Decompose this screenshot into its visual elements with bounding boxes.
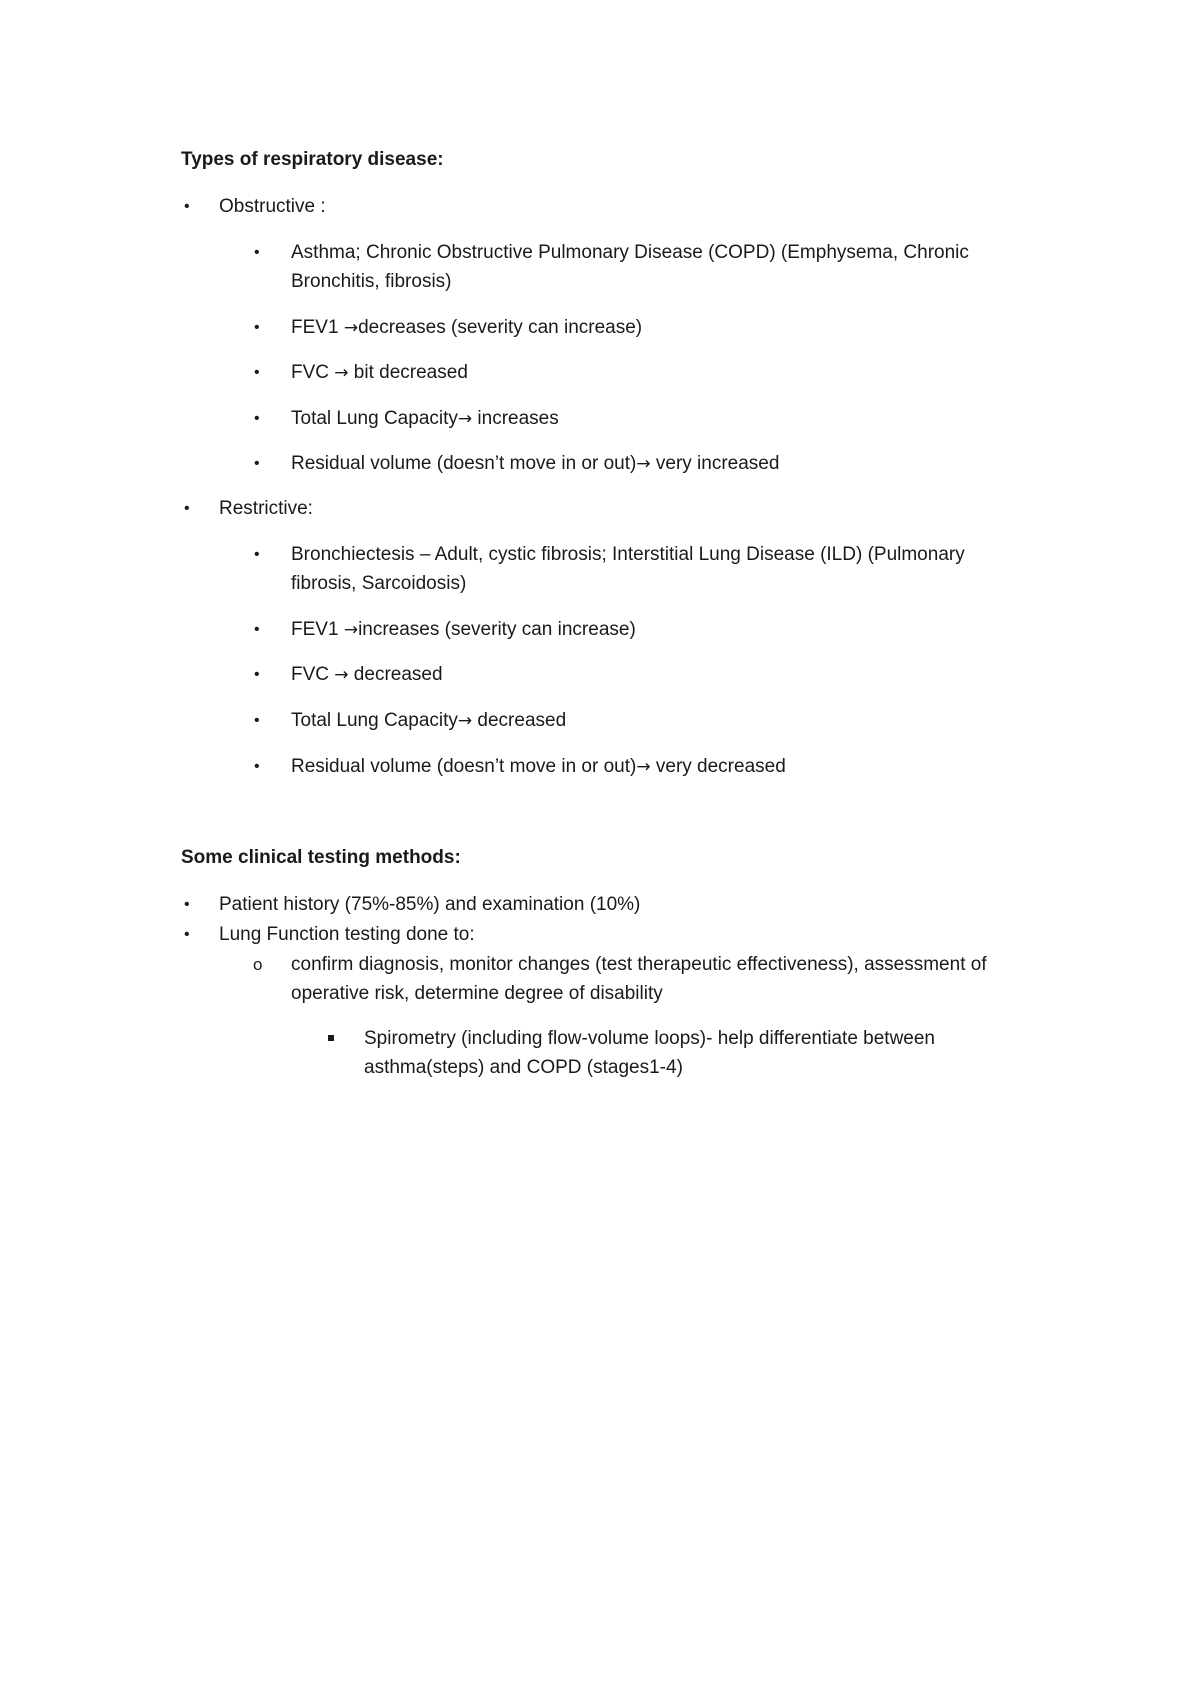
testing-item-history: Patient history (75%-85%) and examination (10%) xyxy=(219,894,641,915)
restrictive-item-1-line1: Bronchiectesis – Adult, cystic fibrosis; Interstitial Lung Disease (ILD) (Pulmonary xyxy=(291,544,965,565)
restrictive-item-1-line2: fibrosis, Sarcoidosis) xyxy=(291,573,467,594)
arrow-right-icon: → xyxy=(636,454,651,474)
arrow-right-icon: → xyxy=(343,620,359,640)
obstructive-item-1-line1: Asthma; Chronic Obstructive Pulmonary Disease (COPD) (Emphysema, Chronic xyxy=(291,242,969,263)
circle-bullet-icon: o xyxy=(253,955,263,974)
obstructive-item-rv: Residual volume (doesn’t move in or out)→ very increased xyxy=(291,453,780,474)
bullet-icon: • xyxy=(254,546,260,563)
arrow-right-icon: → xyxy=(457,711,473,731)
bullet-icon: • xyxy=(254,364,260,381)
restrictive-item-tlc: Total Lung Capacity→ decreased xyxy=(291,710,567,731)
obstructive-item-tlc: Total Lung Capacity→ increases xyxy=(291,408,559,429)
obstructive-label: Obstructive : xyxy=(219,196,326,217)
arrow-right-icon: → xyxy=(457,409,473,429)
obstructive-item-fev1: FEV1 →decreases (severity can increase) xyxy=(291,317,643,338)
restrictive-item-fev1: FEV1 →increases (severity can increase) xyxy=(291,619,636,640)
arrow-right-icon: → xyxy=(343,318,359,338)
bullet-icon: • xyxy=(254,455,260,472)
restrictive-item-rv: Residual volume (doesn’t move in or out)→ very decreased xyxy=(291,756,786,777)
section-heading-types: Types of respiratory disease: xyxy=(181,149,444,170)
spirometry-line2: asthma(steps) and COPD (stages1-4) xyxy=(364,1057,683,1078)
bullet-icon: • xyxy=(254,666,260,683)
square-bullet-icon xyxy=(328,1035,334,1041)
testing-item-lung-function: Lung Function testing done to: xyxy=(219,924,475,945)
obstructive-item-fvc: FVC → bit decreased xyxy=(291,362,468,383)
lung-function-purpose-line2: operative risk, determine degree of disability xyxy=(291,983,663,1004)
arrow-right-icon: → xyxy=(334,363,349,383)
bullet-icon: • xyxy=(254,244,260,261)
bullet-icon: • xyxy=(254,621,260,638)
restrictive-item-fvc: FVC → decreased xyxy=(291,664,443,685)
bullet-icon: • xyxy=(184,198,190,215)
bullet-icon: • xyxy=(184,896,190,913)
arrow-right-icon: → xyxy=(334,665,349,685)
obstructive-item-1-line2: Bronchitis, fibrosis) xyxy=(291,271,452,292)
bullet-icon: • xyxy=(254,758,260,775)
bullet-icon: • xyxy=(254,712,260,729)
bullet-icon: • xyxy=(254,319,260,336)
bullet-icon: • xyxy=(184,926,190,943)
bullet-icon: • xyxy=(184,500,190,517)
lung-function-purpose-line1: confirm diagnosis, monitor changes (test therapeutic effectiveness), assessment of xyxy=(291,954,987,975)
bullet-icon: • xyxy=(254,410,260,427)
section-heading-testing: Some clinical testing methods: xyxy=(181,847,461,868)
arrow-right-icon: → xyxy=(636,757,651,777)
restrictive-label: Restrictive: xyxy=(219,498,313,519)
spirometry-line1: Spirometry (including flow-volume loops)- help differentiate between xyxy=(364,1028,935,1049)
